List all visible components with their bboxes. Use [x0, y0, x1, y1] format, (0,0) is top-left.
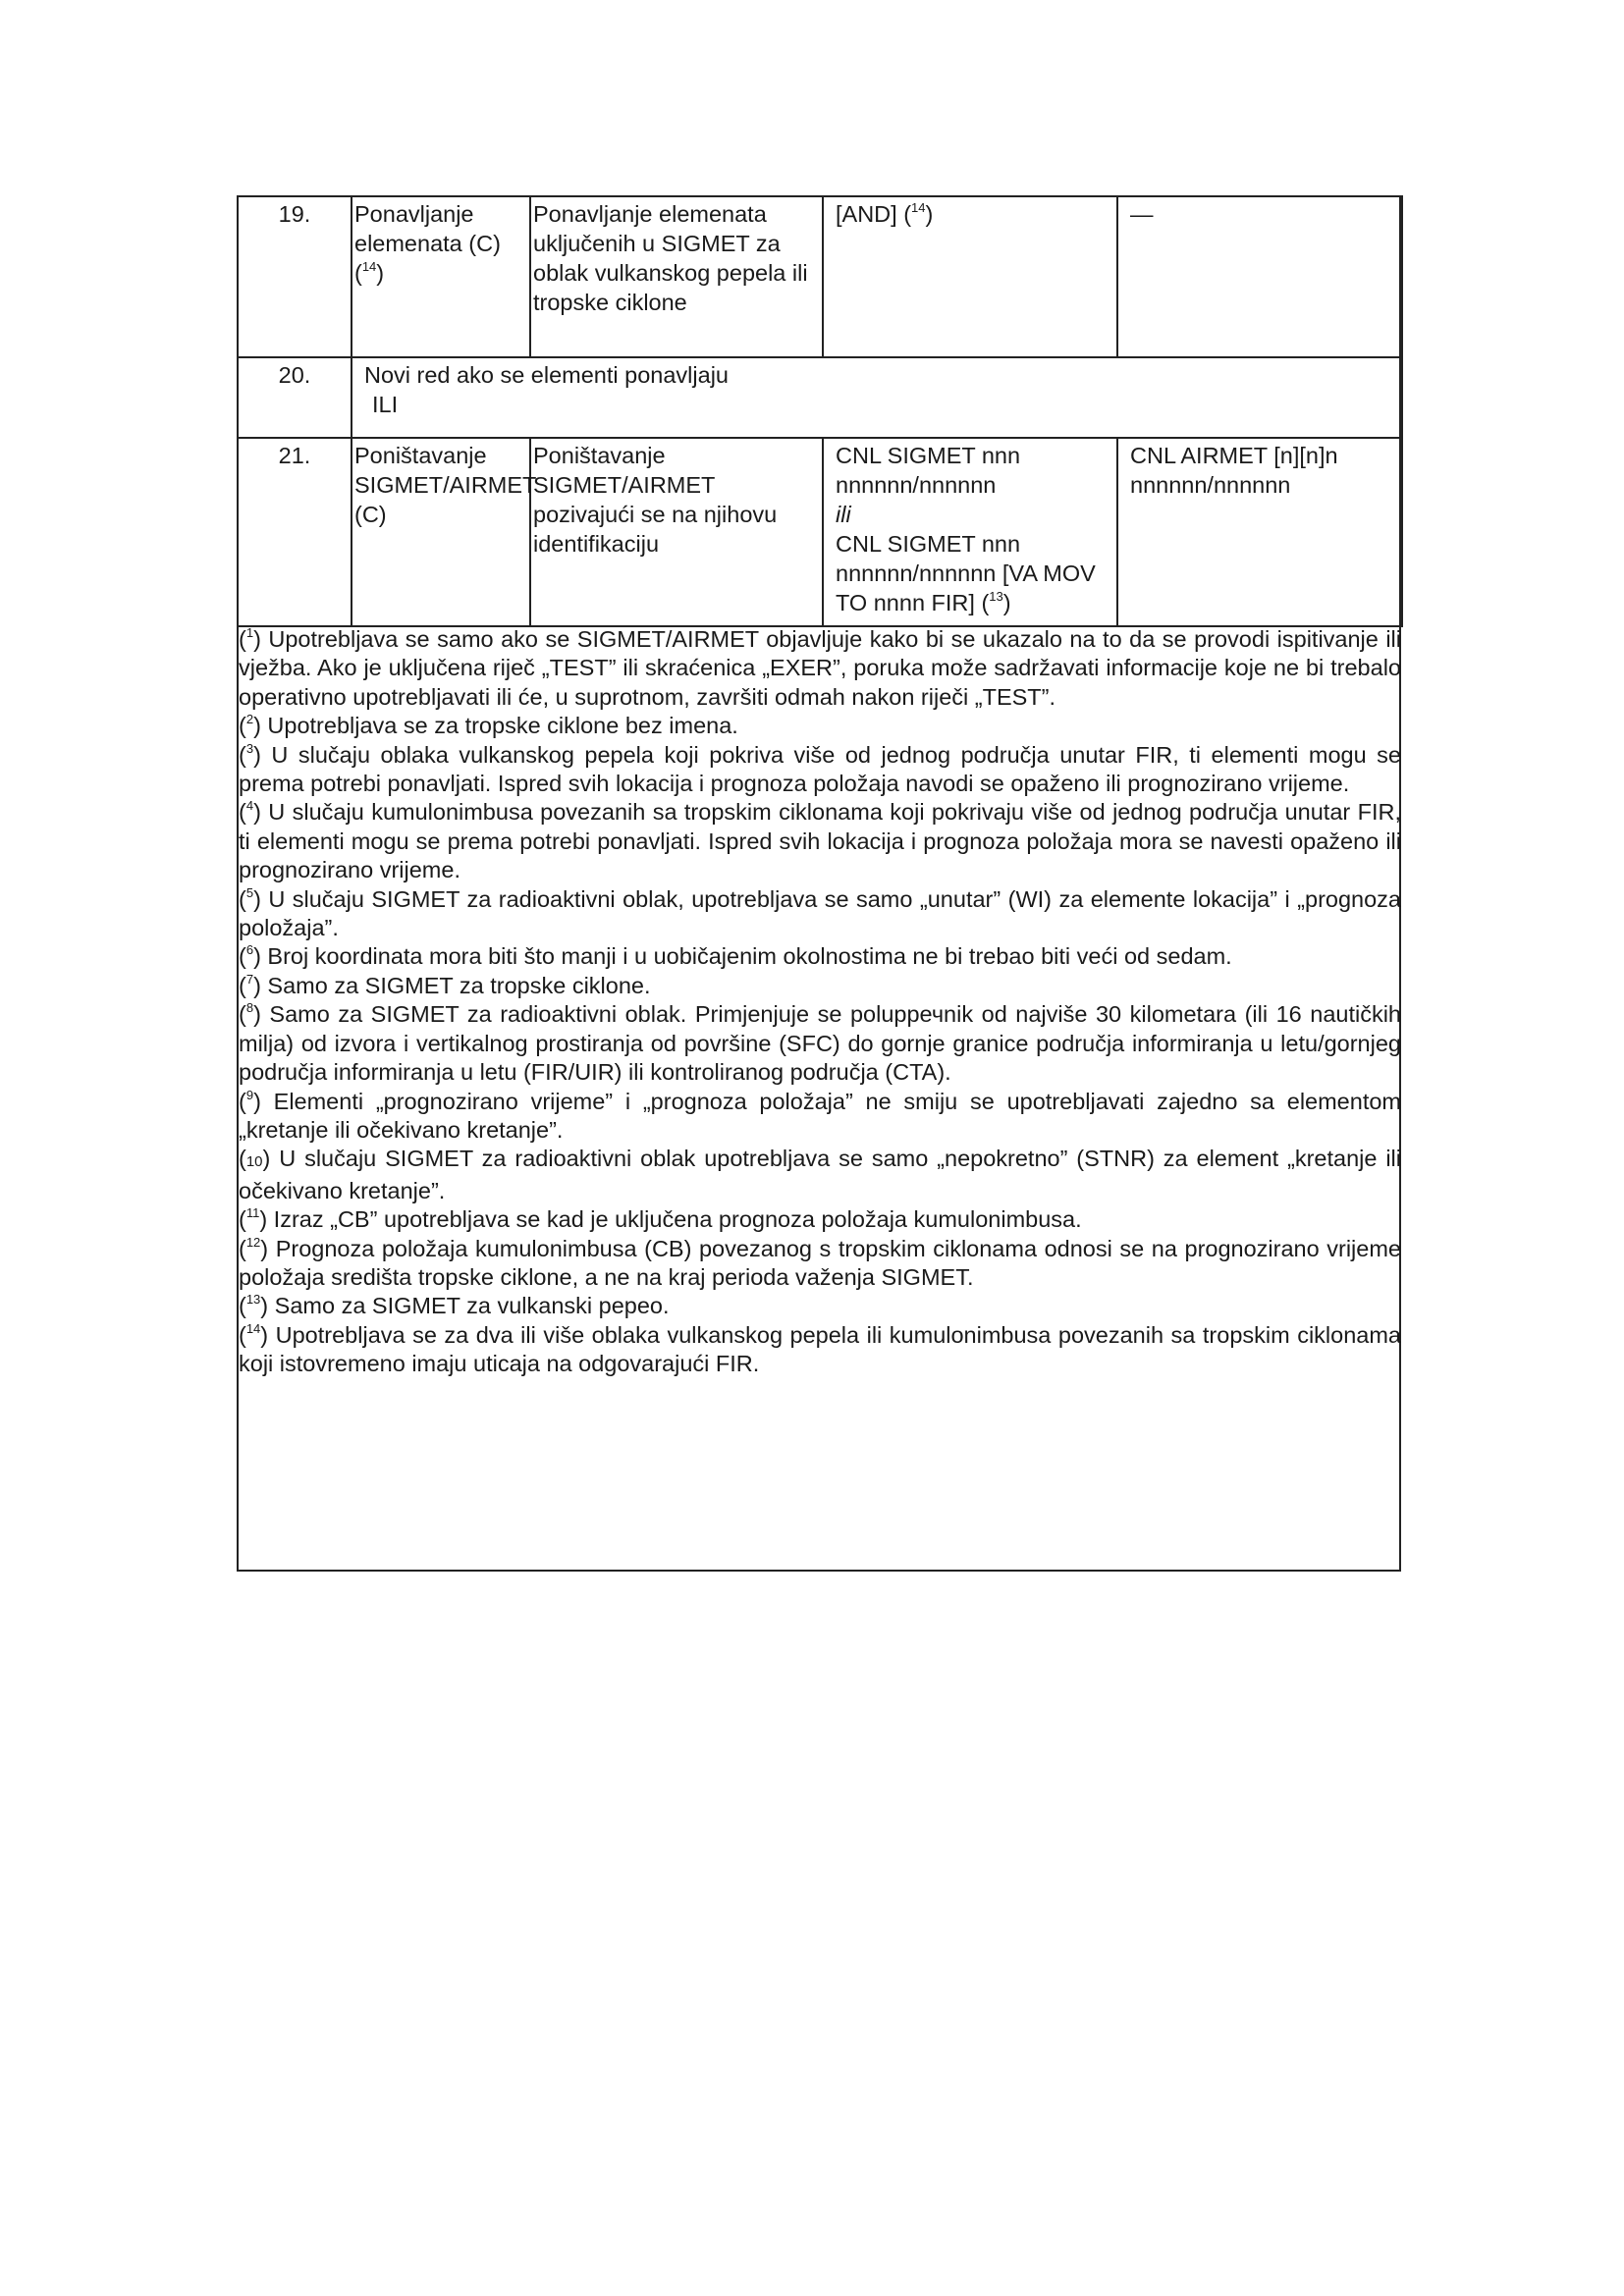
footnote: ($^{14}$) Upotrebljava se za dva ili više oblaka vulkanskog pepela ili kumulonimbusa povezanih sa tropskim ciklonama koji istovremeno imaju uticaja na odgovarajući FIR. [239, 1320, 1401, 1377]
airmet-template-cell: CNL AIRMET [n][n]n nnnnnn/nnnnnn [1117, 438, 1402, 626]
sigmet-template-cell: [AND] ($^{14}$) [823, 196, 1117, 357]
or-text: ILI [372, 392, 399, 417]
row-number: 19. [238, 196, 352, 357]
footnote: ($^8$) Samo za SIGMET za radioaktivni oblak. Primjenjuje se polupречnik od najviše 30 kilometara (ili 16 nautičkih milja) od izvora i vertikalnog prostiranja od površine (SFC) do gornje granice područja informiranja u letu/gornjeg područja informiranja u letu (FIR/UIR) ili kontroliranog područja (CTA). [239, 1000, 1401, 1086]
footnote: (10) U slučaju SIGMET za radioaktivni oblak upotrebljava se samo „nepokretno” (STNR) za element „kretanje ili očekivano kretanje”. [239, 1146, 1401, 1203]
footnote-ref: 14 [361, 259, 377, 274]
content-cell: Ponavljanje elemenata uključenih u SIGMET za oblak vulkanskog pepela ili tropske ciklone [530, 196, 823, 357]
element-cell: Poništavanje SIGMET/AIRMET (C) [352, 438, 530, 626]
footnote: ($^1$) Upotrebljava se samo ako se SIGMET/AIRMET objavljuje kako bi se ukazalo na to da se provodi ispitivanje ili vježba. Ako je uključena riječ „TEST” ili skraćenica „EXER”, poruka može sadržavati informacije koje ne bi trebalo operativno upotrebljavati ili će, u suprotnom, završiti odmah nakon riječi „TEST”. [239, 625, 1401, 710]
footnote: ($^5$) U slučaju SIGMET za radioaktivni oblak, upotrebljava se samo „unutar” (WI) za elemente lokacija” i „prognoza položaja”. [239, 884, 1401, 941]
table-row [238, 438, 1402, 626]
footnote-ref: 14 [911, 200, 926, 215]
sigmet-template: CNL SIGMET nnn nnnnnn/nnnnnn [836, 443, 1021, 498]
footnote: ($^4$) U slučaju kumulonimbusa povezanih sa tropskim ciklonama koji pokrivaju više od jednog područja unutar FIR, ti elementi mogu se prema potrebi ponavljati. Ispred svih lokacija i prognoza položaja mora se navesti opaženo ili prognozirano vrijeme. [239, 798, 1401, 883]
footnotes [239, 625, 1401, 1379]
sigmet-template-cell [823, 438, 1117, 626]
or-text: ili [836, 502, 851, 527]
footnote: ($^{11}$) Izraz „CB” upotrebljava se kad je uključena prognoza položaja kumulonimbusa. [239, 1205, 1082, 1233]
footnote: ($^9$) Elementi „prognozirano vrijeme” i „prognoza položaja” ne smiju se upotrebljavati zajedno sa elementom „kretanje ili očekivano kretanje”. [239, 1087, 1401, 1143]
content-cell: Poništavanje SIGMET/AIRMET pozivajući se na njihovu identifikaciju [530, 438, 823, 626]
footnote: ($^7$) Samo za SIGMET za tropske ciklone. [239, 971, 651, 998]
footnote: ($^{12}$) Prognoza položaja kumulonimbusa (CB) povezanog s tropskim ciklonama odnosi se na prognozirano vrijeme položaja središta tropske ciklone, a ne na kraj perioda važenja SIGMET. [239, 1234, 1401, 1290]
table-row [238, 357, 1402, 438]
sigmet-template-va: CNL SIGMET nnn nnnnnn/nnnnnn [VA MOV TO nnnn FIR] ($^{13}$) [836, 531, 1096, 615]
footnote-ref: 13 [989, 589, 1003, 604]
row-number: 20. [238, 357, 352, 438]
airmet-template-cell: — [1117, 196, 1402, 357]
footnote: ($^2$) Upotrebljava se za tropske ciklone bez imena. [239, 712, 738, 739]
table-row [238, 196, 1402, 357]
row-number: 21. [238, 438, 352, 626]
footnote: ($^6$) Broj koordinata mora biti što manji i u uobičajenim okolnostima ne bi trebao biti veći od sedam. [239, 942, 1232, 970]
sigmet-template: [AND] [836, 201, 897, 227]
footnote: ($^3$) U slučaju oblaka vulkanskog pepela koji pokriva više od jednog područja unutar FIR, ti elementi mogu se prema potrebi ponavljati. Ispred svih lokacija i prognoza položaja navodi se opaženo ili prognozirano vrijeme. [239, 740, 1401, 797]
new-line-text: Novi red ako se elementi ponavljaju [364, 362, 729, 388]
footnote: ($^{13}$) Samo za SIGMET za vulkanski pepeo. [239, 1292, 670, 1319]
element-cell: Ponavljanje elemenata (C) ($^{14}$) [352, 196, 530, 357]
element-label: Ponavljanje elemenata (C) [354, 201, 501, 256]
sigmet-template-table [237, 195, 1403, 627]
new-line-cell [352, 357, 1402, 438]
